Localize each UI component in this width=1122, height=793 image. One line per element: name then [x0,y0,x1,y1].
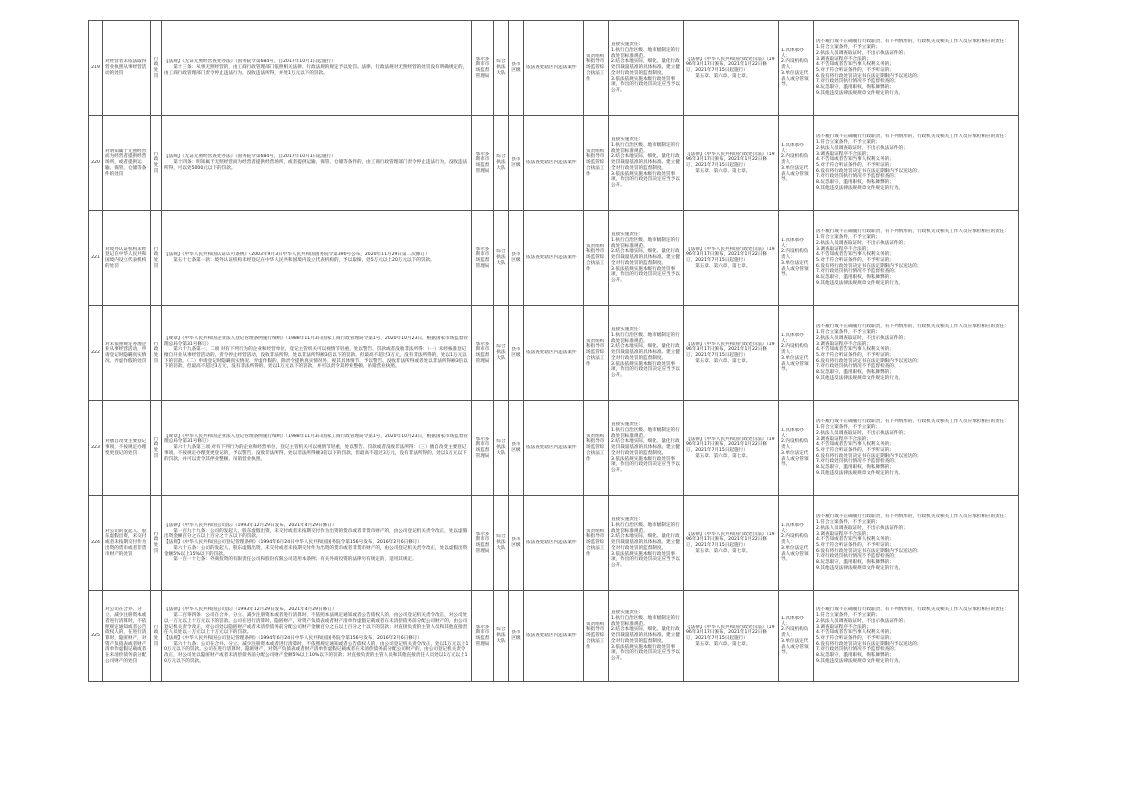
item-type: 行政处罚 [153,341,159,364]
legal-basis: 【法规】《中华人民共和国认证认可条例》（2003年9月3日中华人民共和国国务院令第390号公布，2020年11月29日第二次修订） 第五十七条第一款：境外认证机构未经登记在中华人民共和国境内设立代表机构的，予以取缔，处5万元以上20万元以下的罚款。 [164,252,435,263]
responsibility-basis-cell [684,496,779,591]
liability-cases-cell [814,21,1019,116]
item-type-cell [151,306,162,401]
legal-basis: 【法规】《无证无照经营查处办法》（国务院令第684号，自2017年10月1日起施行） 第十四条：明知属于无照经营而为经营者提供经营场所，或者提供运输、保管、仓储等条件的，由工商行政管理部门责令停止违法行为，没收违法所得，可以处5000元以下的罚款。 [164,154,468,171]
item-type-cell [151,21,162,116]
duty-scope-cell [524,401,584,496]
responsibility: 负责组织和指导市场监管综合执法工作 [586,528,605,557]
responsibility: 负责组织和指导市场监管综合执法工作 [586,338,605,367]
executing-unit-cell [494,591,509,682]
row-number-cell [89,496,103,591]
item-name: 对境外认证机构未经登记在中华人民共和国境内设立代表机构的处罚 [105,246,147,269]
implementing-department-cell [472,496,494,591]
row-number: 219 [91,65,100,71]
liability-cases-cell [814,401,1019,496]
liability-cases: 因不履行或不正确履行行政职责，有下列情形的，行政机关及相关工作人员应承担相应的责任： 1.符合立案条件，不予立案的； 2.执法人员调查取证时，不出示执法证件的； 3.调查取证程序不合法的； 4.不告知或者告知当事人权利义务的； 5.对于符合听证条件的，不予听证的； 6.没有将行政处罚决定书在法定期限内予以送达的； 7.对行政处罚执行情况不予监督检查的； 8.玩忽职守，滥用职权，徇私舞弊的； 9.其他违反法律法规规章文件规定的行为。 [816,229,1009,286]
responsibility-detail: 直接实施责任： 1.执行自治区级、地市级制定的行政处罚标准规范。 2.结合本地实际，细化、量化行政处罚裁量基准的具体标准。建立健全对行政处罚的监督制度。 3.依法依规实施本级行政处罚事项，作出的行政处罚决定应当予以公开。 [611,42,680,94]
responsibility-basis: 【法律】《中华人民共和国行政处罚法》（1996年3月17日颁布，2021年1月22日修订，2021年7月15日起施行） 第五章、第六章、第七章。 [686,624,775,647]
responsibility: 负责组织和指导市场监管综合执法工作 [586,621,605,650]
responsibility-detail: 直接实施责任： 1.执行自治区级、地市级制定的行政处罚标准规范。 2.结合本地实际，细化、量化行政处罚裁量基准的具体标准。建立健全对行政处罚的监督制度。 3.依法依规实施本级行政处罚事项，作出的行政处罚决定应当予以公开。 [611,517,680,569]
row-number-cell [89,591,103,682]
responsible-persons-cell [779,401,814,496]
item-name: 对公司的发起人、股东虚假出资，未交付或者未按期交付作为出资的货币或者非货币财产的处罚 [105,528,147,557]
legal-basis: 【规章】《中华人民共和国企业法人登记管理条例施行细则》（1988年11月3日国家工商行政管理局令第1号，2020年10月23日，根据国家市场监督管理总局令第31号修订） 第六十九条第三项 对有下列行为的企业和经营单位，登记主管机关可以视情节轻重，处以警告、罚款或者没收非法所得：（三）擅自改变主要登记事项，不按规定办理变更登记的，予以警告，没收非法所得，处以非法所得额3倍以下的罚款，但最高不超过3万元，没有非法所得的，处以1万元以下的罚款，并可以责令其停业整顿、吊销营业执照。 [164,433,469,462]
item-type: 行政处罚 [153,436,159,459]
liability-cases: 因不履行或不正确履行行政职责，有下列情形的，行政机关及相关工作人员应承担相应的责任： 1.符合立案条件，不予立案的； 2.执法人员调查取证时，不出示执法证件的； 3.调查取证程序不合法的； 4.不告知或者告知当事人权利义务的； 5.对于符合听证条件的，不予听证的； 6.没有将行政处罚决定书在法定期限内予以送达的； 7.对行政处罚执行情况不予监督检查的； 8.玩忽职守，滥用职权，徇私舞弊的； 9.其他违反法律法规规章文件规定的行为。 [816,39,1009,96]
row-number: 222 [91,350,100,356]
responsibility-cell [584,211,609,306]
duty-scope-cell [524,496,584,591]
responsible-persons-cell [779,116,814,211]
table-row [89,116,1019,211]
implementing-department-cell [472,306,494,401]
executing-unit: 综合执法大队 [496,344,506,361]
row-number: 220 [91,160,100,166]
responsibility-cell [584,21,609,116]
liability-cases-cell [814,496,1019,591]
responsibility: 负责组织和指导市场监管综合执法工作 [586,53,605,82]
responsibility-basis: 【法律】《中华人民共和国行政处罚法》（1996年3月17日颁布，2021年1月22日修订，2021年7月15日起施行） 第五章、第六章、第七章。 [686,246,775,269]
table-row [89,21,1019,116]
duty-scope: 依法查处辖区内违法案件 [526,65,577,71]
legal-basis-cell [162,496,472,591]
item-name: 对公司在合并、分立、减少注册资本或者进行清算时，不依照规定通知或者公告债权人的，在进行清算时，隐匿财产，对资产负债表或者财产清单作虚假记载或者在未清偿债务前分配公司财产的处罚 [105,607,147,664]
responsibility-cell [584,401,609,496]
responsible-persons-cell [779,496,814,591]
duty-scope: 依法查处辖区内违法案件 [526,255,577,261]
implementing-department-cell [472,116,494,211]
responsibility-detail-cell [609,401,684,496]
liability-cases: 因不履行或不正确履行行政职责，有下列情形的，行政机关及相关工作人员应承担相应的责任： 1.符合立案条件，不予立案的； 2.执法人员调查取证时，不出示执法证件的； 3.调查取证程序不合法的； 4.不告知或者告知当事人权利义务的； 5.对于符合听证条件的，不予听证的； 6.没有将行政处罚决定书在法定期限内予以送达的； 7.对行政处罚执行情况不予监督检查的； 8.玩忽职守，滥用职权，徇私舞弊的； 9.其他违反法律法规规章文件规定的行为。 [816,607,1009,664]
row-number-cell [89,306,103,401]
liability-cases: 因不履行或不正确履行行政职责，有下列情形的，行政机关及相关工作人员应承担相应的责任： 1.符合立案条件，不予立案的； 2.执法人员调查取证时，不出示执法证件的； 3.调查取证程序不合法的； 4.不告知或者告知当事人权利义务的； 5.对于符合听证条件的，不予听证的； 6.没有将行政处罚决定书在法定期限内予以送达的； 7.对行政处罚执行情况不予监督检查的； 8.玩忽职守，滥用职权，徇私舞弊的； 9.其他违反法律法规规章文件规定的行为。 [816,514,1009,571]
executing-unit-cell [494,401,509,496]
item-name-cell [103,401,151,496]
liability-cases-cell [814,591,1019,682]
responsibility-basis-cell [684,306,779,401]
responsible-persons: 1.具体承办人： 2.内设机构负责人： 3.单位法定代表人或分管领导。 [781,47,809,88]
row-number-cell [89,21,103,116]
legal-basis: 【法律】《中华人民共和国公司法》（1993年12月29日发布，2021年4月29日修订） 第一百九十九条：公司的发起人、股东虚假出资，未交付或者未按期交付作为出资的货币或者非货币财产的，由公司登记机关责令改正，处以虚假出资金额百分之五以上百分之十五以下的罚款。 【法规】《中华人民共和国公司登记管理条例》（1994年6月24日中华人民共和国国务院令第156号发布，2016年2月6日修订） 第六十五条：公司的发起人、股东虚假出资，未交付或者未按期交付作为出资的货币或者非货币财产的，由公司登记机关责令改正，处以虚假出资金额5%以上15%以下的罚款。 第一百一十七条：外商投资的有限责任公司和股份有限公司适用本条例；有关外商投资的法律另有规定的，适用其规定。 [164,522,468,563]
item-type: 行政处罚 [153,246,159,269]
implementing-department: 鄂尔多斯市市场监督管理局 [475,246,490,269]
implementing-department-cell [472,591,494,682]
responsibility-basis: 【法律】《中华人民共和国行政处罚法》（1996年3月17日颁布，2021年1月22日修订，2021年7月15日起施行） 第五章、第六章、第七章。 [686,56,775,79]
responsibility-detail-cell [609,496,684,591]
responsibility-basis-cell [684,116,779,211]
responsibility-basis: 【法律】《中华人民共和国行政处罚法》（1996年3月17日颁布，2021年1月22日修订，2021年7月15日起施行） 第五章、第六章、第七章。 [686,151,775,174]
admin-level-cell [509,211,524,306]
responsibility-detail: 直接实施责任： 1.执行自治区级、地市级制定的行政处罚标准规范。 2.结合本地实际，细化、量化行政处罚裁量基准的具体标准。建立健全对行政处罚的监督制度。 3.依法依规实施本级行政处罚事项，作出的行政处罚决定应当予以公开。 [611,137,680,189]
duty-scope: 依法查处辖区内违法案件 [526,160,577,166]
responsibility-detail-cell [609,591,684,682]
item-name: 对明知属于无照经营而为经营者提供经营场所，或者提供运输、保管、仓储等条件的处罚 [105,148,147,177]
admin-level-cell [509,306,524,401]
responsibility-cell [584,116,609,211]
implementing-department: 鄂尔多斯市市场监督管理局 [475,624,490,647]
executing-unit: 综合执法大队 [496,59,506,76]
item-type-cell [151,401,162,496]
table-row [89,211,1019,306]
executing-unit: 综合执法大队 [496,439,506,456]
responsibility-basis-cell [684,21,779,116]
implementing-department: 鄂尔多斯市市场监督管理局 [475,436,490,459]
row-number-cell [89,116,103,211]
item-name-cell [103,211,151,306]
item-type-cell [151,211,162,306]
power-list-table [88,20,1019,682]
executing-unit: 综合执法大队 [496,249,506,266]
executing-unit-cell [494,211,509,306]
row-number-cell [89,211,103,306]
responsibility-basis-cell [684,401,779,496]
responsible-persons-cell [779,211,814,306]
responsibility-detail-cell [609,211,684,306]
responsible-persons: 1.具体承办人： 2.内设机构负责人： 3.单位法定代表人或分管领导。 [781,142,809,183]
admin-level: 县市区级 [511,252,521,263]
admin-level-cell [509,116,524,211]
responsibility: 负责组织和指导市场监管综合执法工作 [586,243,605,272]
item-type-cell [151,591,162,682]
responsibility-basis: 【法律】《中华人民共和国行政处罚法》（1996年3月17日颁布，2021年1月22日修订，2021年7月15日起施行） 第五章、第六章、第七章。 [686,436,775,459]
responsibility-basis: 【法律】《中华人民共和国行政处罚法》（1996年3月17日颁布，2021年1月22日修订，2021年7月15日起施行） 第五章、第六章、第七章。 [686,341,775,364]
duty-scope-cell [524,21,584,116]
duty-scope: 依法查处辖区内违法案件 [526,445,577,451]
item-name: 对经营者未依法取得营业执照从事经营活动的处罚 [105,59,147,76]
responsibility-detail: 直接实施责任： 1.执行自治区级、地市级制定的行政处罚标准规范。 2.结合本地实际，细化、量化行政处罚裁量基准的具体标准。建立健全对行政处罚的监督制度。 3.依法依规实施本级行政处罚事项，作出的行政处罚决定应当予以公开。 [611,610,680,662]
item-name-cell [103,306,151,401]
legal-basis-cell [162,591,472,682]
executing-unit-cell [494,116,509,211]
item-type-cell [151,116,162,211]
responsible-persons: 1.具体承办人： 2.内设机构负责人： 3.单位法定代表人或分管领导。 [781,427,809,468]
executing-unit-cell [494,21,509,116]
admin-level: 县市区级 [511,630,521,641]
liability-cases: 因不履行或不正确履行行政职责，有下列情形的，行政机关及相关工作人员应承担相应的责任： 1.符合立案条件，不予立案的； 2.执法人员调查取证时，不出示执法证件的； 3.调查取证程序不合法的； 4.不告知或者告知当事人权利义务的； 5.对于符合听证条件的，不予听证的； 6.没有将行政处罚决定书在法定期限内予以送达的； 7.对行政处罚执行情况不予监督检查的； 8.玩忽职守，滥用职权，徇私舞弊的； 9.其他违反法律法规规章文件规定的行为。 [816,419,1009,476]
implementing-department: 鄂尔多斯市市场监督管理局 [475,56,490,79]
table-row [89,591,1019,682]
responsibility-detail: 直接实施责任： 1.执行自治区级、地市级制定的行政处罚标准规范。 2.结合本地实际，细化、量化行政处罚裁量基准的具体标准。建立健全对行政处罚的监督制度。 3.依法依规实施本级行政处罚事项，作出的行政处罚决定应当予以公开。 [611,327,680,379]
legal-basis: 【规章】《中华人民共和国企业法人登记管理条例施行细则》（1988年11月3日国家工商行政管理局令第1号，2020年10月23日，根据国家市场监督管理总局令第31号修订） 第六十九条第一、二项 对有下列行为的企业和经营单位，登记主管机关可以视情节轻重，处以警告、罚款或者没收非法所得：（一）未经核准登记擅自开业从事经营活动的，责令停止经营活动，没收非法所得，处以非法所得额3倍以下的罚款，但最高不超过3万元，没有非法所得的，处以1万元以下的罚款。（二）申请登记时隐瞒真实情况、弄虚作假的，除责令提供真实情况外，视其具体情节，予以警告、没收非法所得或者处以非法所得额3倍以下的罚款，但最高不超过3万元，没有非法所得的，处以1万元以下的罚款，并可以责令其停业整顿、吊销营业执照。 [164,335,469,370]
responsibility-basis: 【法律】《中华人民共和国行政处罚法》（1996年3月17日颁布，2021年1月22日修订，2021年7月15日起施行） 第五章、第六章、第七章。 [686,531,775,554]
admin-level: 县市区级 [511,347,521,358]
item-type: 行政处罚 [153,531,159,554]
duty-scope-cell [524,116,584,211]
responsible-persons-cell [779,21,814,116]
responsibility-detail: 直接实施责任： 1.执行自治区级、地市级制定的行政处罚标准规范。 2.结合本地实际，细化、量化行政处罚裁量基准的具体标准。建立健全对行政处罚的监督制度。 3.依法依规实施本级行政处罚事项，作出的行政处罚决定应当予以公开。 [611,422,680,474]
admin-level-cell [509,21,524,116]
implementing-department: 鄂尔多斯市市场监督管理局 [475,341,490,364]
item-name: 对未依照规定办理企业从事经营活动，申请登记时隐瞒真实情况、弄虚作假的处罚 [105,341,147,364]
legal-basis-cell [162,306,472,401]
item-name: 对擅自改变主要登记事项，不按规定办理变更登记的处罚 [105,439,147,456]
responsibility-basis-cell [684,211,779,306]
item-type: 行政处罚 [153,624,159,647]
responsibility-detail-cell [609,306,684,401]
responsibility-cell [584,496,609,591]
implementing-department-cell [472,21,494,116]
implementing-department: 鄂尔多斯市市场监督管理局 [475,151,490,174]
item-type: 行政处罚 [153,56,159,79]
legal-basis: 【法规】《无证无照经营查处办法》（国务院令第684号，自2017年10月1日起施行） 第十三条：从事无照经营的，由工商行政管理部门依照相关法律、行政法规的规定予以处罚。法律、行政法规对无照经营的处罚没有明确规定的，由工商行政管理部门责令停止违法行为，没收违法所得，并处1万元以下的罚款。 [164,59,468,76]
responsibility-detail-cell [609,116,684,211]
liability-cases-cell [814,116,1019,211]
item-type-cell [151,496,162,591]
implementing-department-cell [472,401,494,496]
row-number-cell [89,401,103,496]
responsible-persons-cell [779,591,814,682]
item-name-cell [103,591,151,682]
legal-basis: 【法律】《中华人民共和国公司法》（1993年12月29日发布，2021年4月29日修订） 第二百零四条：公司在合并、分立、减少注册资本或者进行清算时，不依照本法规定通知或者公告债权人的，由公司登记机关责令改正，对公司处以一万元以上十万元以下的罚款。公司在进行清算时，隐匿财产，对资产负债表或者财产清单作虚假记载或者在未清偿债务前分配公司财产的，由公司登记机关责令改正，对公司处以隐匿财产或者未清偿债务前分配公司财产金额百分之五以上百分之十以下的罚款；对直接负责的主管人员和其他直接责任人员处以一万元以上十万元以下的罚款。 【法规】《中华人民共和国公司登记管理条例》（1994年6月24日中华人民共和国国务院令第156号发布，2016年2月6日修订） 第六十九条：公司在合并、分立、减少注册资本或者进行清算时，不依照规定通知或者公告债权人的，由公司登记机关责令改正，处以1万元以上10万元以下的罚款。公司在进行清算时，隐匿财产，对资产负债表或者财产清单作虚假记载或者在未清偿债务前分配公司财产的，由公司登记机关责令改正，对公司处以隐匿财产或者未清偿债务前分配公司财产金额5%以上10%以下的罚款；对直接负责的主管人员和其他直接责任人员处以1万元以上10万元以下的罚款。 [164,607,469,664]
item-name-cell [103,496,151,591]
liability-cases: 因不履行或不正确履行行政职责，有下列情形的，行政机关及相关工作人员应承担相应的责任： 1.符合立案条件，不予立案的； 2.执法人员调查取证时，不出示执法证件的； 3.调查取证程序不合法的； 4.不告知或者告知当事人权利义务的； 5.对于符合听证条件的，不予听证的； 6.没有将行政处罚决定书在法定期限内予以送达的； 7.对行政处罚执行情况不予监督检查的； 8.玩忽职守，滥用职权，徇私舞弊的； 9.其他违反法律法规规章文件规定的行为。 [816,134,1009,191]
legal-basis-cell [162,211,472,306]
legal-basis-cell [162,21,472,116]
responsibility-detail-cell [609,21,684,116]
responsibility-detail: 直接实施责任： 1.执行自治区级、地市级制定的行政处罚标准规范。 2.结合本地实际，细化、量化行政处罚裁量基准的具体标准。建立健全对行政处罚的监督制度。 3.依法依规实施本级行政处罚事项，作出的行政处罚决定应当予以公开。 [611,232,680,284]
responsible-persons: 1.具体承办人： 2.内设机构负责人： 3.单位法定代表人或分管领导。 [781,522,809,563]
liability-cases-cell [814,211,1019,306]
duty-scope-cell [524,591,584,682]
legal-basis-cell [162,116,472,211]
admin-level-cell [509,401,524,496]
duty-scope: 依法查处辖区内违法案件 [526,350,577,356]
admin-level: 县市区级 [511,442,521,453]
responsibility-cell [584,306,609,401]
responsibility: 负责组织和指导市场监管综合执法工作 [586,433,605,462]
row-number: 223 [91,445,100,451]
admin-level: 县市区级 [511,62,521,73]
item-name-cell [103,21,151,116]
responsible-persons-cell [779,306,814,401]
executing-unit: 综合执法大队 [496,154,506,171]
executing-unit: 综合执法大队 [496,627,506,644]
responsibility: 负责组织和指导市场监管综合执法工作 [586,148,605,177]
row-number: 224 [91,540,100,546]
table-row [89,496,1019,591]
duty-scope-cell [524,306,584,401]
duty-scope: 依法查处辖区内违法案件 [526,633,577,639]
implementing-department: 鄂尔多斯市市场监督管理局 [475,531,490,554]
responsibility-cell [584,591,609,682]
responsible-persons: 1.具体承办人： 2.内设机构负责人： 3.单位法定代表人或分管领导。 [781,615,809,656]
table-row [89,306,1019,401]
liability-cases-cell [814,306,1019,401]
executing-unit-cell [494,306,509,401]
liability-cases: 因不履行或不正确履行行政职责，有下列情形的，行政机关及相关工作人员应承担相应的责任： 1.符合立案条件，不予立案的； 2.执法人员调查取证时，不出示执法证件的； 3.调查取证程序不合法的； 4.不告知或者告知当事人权利义务的； 5.对于符合听证条件的，不予听证的； 6.没有将行政处罚决定书在法定期限内予以送达的； 7.对行政处罚执行情况不予监督检查的； 8.玩忽职守，滥用职权，徇私舞弊的； 9.其他违反法律法规规章文件规定的行为。 [816,324,1009,381]
responsible-persons: 1.具体承办人： 2.内设机构负责人： 3.单位法定代表人或分管领导。 [781,332,809,373]
admin-level-cell [509,591,524,682]
row-number: 221 [91,255,100,261]
responsibility-basis-cell [684,591,779,682]
legal-basis-cell [162,401,472,496]
duty-scope-cell [524,211,584,306]
admin-level: 县市区级 [511,157,521,168]
item-type: 行政处罚 [153,151,159,174]
item-name-cell [103,116,151,211]
admin-level-cell [509,496,524,591]
executing-unit-cell [494,496,509,591]
row-number: 225 [91,633,100,639]
table-row [89,401,1019,496]
duty-scope: 依法查处辖区内违法案件 [526,540,577,546]
admin-level: 县市区级 [511,537,521,548]
executing-unit: 综合执法大队 [496,534,506,551]
responsible-persons: 1.具体承办人： 2.内设机构负责人： 3.单位法定代表人或分管领导。 [781,237,809,278]
implementing-department-cell [472,211,494,306]
